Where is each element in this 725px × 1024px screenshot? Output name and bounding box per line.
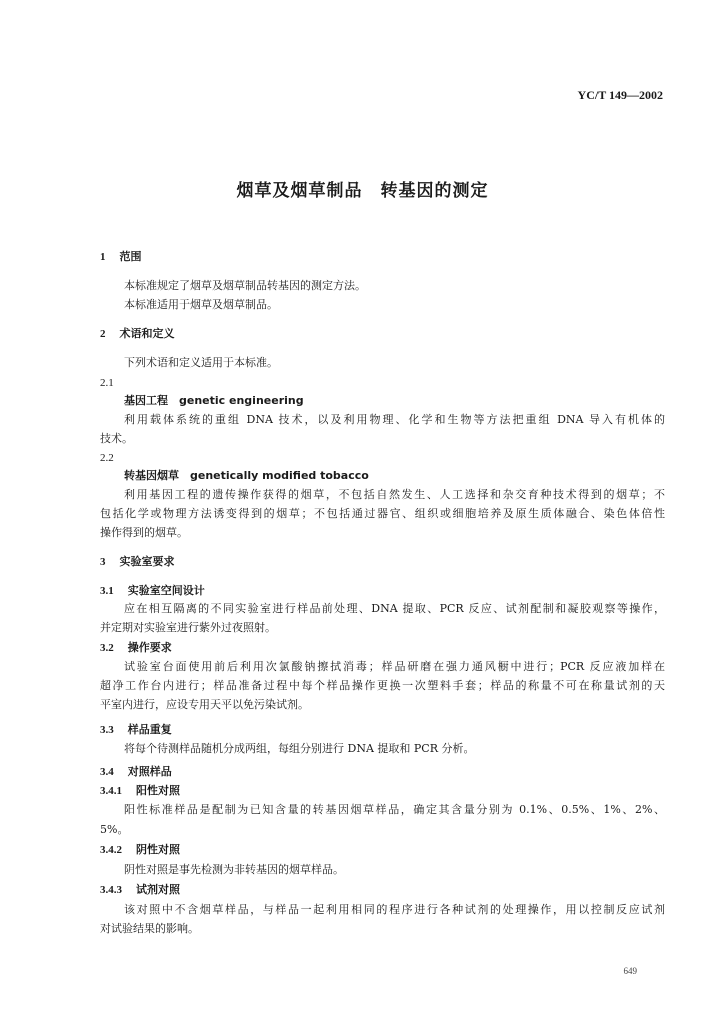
document-title: 烟草及烟草制品 转基因的测定 — [236, 181, 489, 201]
clause-title: 对照样品 — [127, 765, 172, 778]
paragraph: 本标准适用于烟草及烟草制品。 — [124, 298, 278, 311]
subclause-number: 3.4.2 — [100, 844, 122, 856]
subclause-heading — [100, 784, 180, 798]
paragraph-line — [124, 903, 665, 917]
paragraph-line — [124, 803, 665, 817]
text: 阳性标准样品是配制为已知含量的转基因烟草样品，确定其含量分别为 0.1%、0.5%、1%、2%、 — [124, 803, 665, 816]
paragraph-line — [124, 602, 665, 616]
term-heading: 基因工程 genetic engineering — [124, 394, 304, 407]
standard-code: YC/T 149—2002 — [577, 88, 663, 102]
text: 该对照中不含烟草样品，与样品一起利用相同的程序进行各种试剂的处理操作，用以控制反应试剂 — [124, 903, 665, 916]
term-heading: 转基因烟草 genetically modified tobacco — [124, 469, 369, 482]
text: 超净工作台内进行；样品准备过程中每个样品操作更换一次塑料手套；样品的称量不可在称量试剂的天 — [100, 679, 665, 692]
section-2-heading — [100, 327, 175, 341]
paragraph-line: 对试验结果的影响。 — [100, 922, 199, 935]
subclause-title: 阴性对照 — [136, 843, 180, 856]
subclause-number: 3.4.1 — [100, 785, 122, 797]
section-number: 2 — [100, 328, 106, 340]
text: 包括化学或物理方法诱变得到的烟草；不包括通过器官、组织或细胞培养及原生质体融合、染色体倍性 — [100, 507, 665, 520]
clause-title: 实验室空间设计 — [127, 584, 205, 597]
subclause-heading — [100, 843, 180, 857]
clause-number: 3.1 — [100, 585, 114, 597]
paragraph-line: 技术。 — [100, 432, 133, 445]
paragraph-line: 操作得到的烟草。 — [100, 526, 188, 539]
section-number: 3 — [100, 556, 106, 568]
paragraph-line: 阴性对照是事先检测为非转基因的烟草样品。 — [124, 863, 344, 876]
text: 试验室台面使用前后利用次氯酸钠擦拭消毒；样品研磨在强力通风橱中进行；PCR 反应液加样在 — [124, 660, 665, 673]
clause-title: 样品重复 — [127, 723, 172, 736]
paragraph-line: 平室内进行，应设专用天平以免污染试剂。 — [100, 698, 309, 711]
page-number: 649 — [623, 966, 637, 976]
paragraph-line — [100, 679, 665, 693]
paragraph-line: 并定期对实验室进行紫外过夜照射。 — [100, 621, 276, 634]
paragraph: 本标准规定了烟草及烟草制品转基因的测定方法。 — [124, 279, 366, 292]
clause-number: 2.2 — [100, 452, 114, 464]
section-1-heading — [100, 250, 142, 264]
clause-heading — [100, 723, 172, 737]
section-title: 术语和定义 — [119, 327, 175, 340]
section-3-heading — [100, 555, 175, 569]
clause-heading — [100, 584, 205, 598]
text: 利用载体系统的重组 DNA 技术，以及利用物理、化学和生物等方法把重组 DNA 导入有机体的 — [124, 413, 665, 426]
clause-number: 3.2 — [100, 642, 114, 654]
clause-heading — [100, 641, 172, 655]
paragraph-line: 将每个待测样品随机分成两组，每组分别进行 DNA 提取和 PCR 分析。 — [124, 742, 475, 755]
section-title: 实验室要求 — [119, 555, 175, 568]
text: 利用基因工程的遗传操作获得的烟草，不包括自然发生、人工选择和杂交育种技术得到的烟草；不 — [124, 488, 665, 501]
paragraph: 下列术语和定义适用于本标准。 — [124, 356, 278, 369]
subclause-title: 试剂对照 — [136, 883, 180, 896]
clause-number: 2.1 — [100, 377, 114, 389]
subclause-number: 3.4.3 — [100, 884, 122, 896]
paragraph-line: 5%。 — [100, 823, 129, 836]
section-number: 1 — [100, 251, 106, 263]
paragraph-line — [124, 488, 665, 502]
section-title: 范围 — [119, 250, 142, 263]
clause-title: 操作要求 — [127, 641, 172, 654]
subclause-title: 阳性对照 — [136, 784, 180, 797]
clause-number: 3.4 — [100, 766, 114, 778]
text: 应在相互隔离的不同实验室进行样品前处理、DNA 提取、PCR 反应、试剂配制和凝胶观察等操作， — [124, 602, 665, 615]
clause-heading — [100, 765, 172, 779]
paragraph-line — [124, 413, 665, 427]
paragraph-line — [124, 660, 665, 674]
clause-number: 3.3 — [100, 724, 114, 736]
paragraph-line — [100, 507, 665, 521]
subclause-heading — [100, 883, 180, 897]
